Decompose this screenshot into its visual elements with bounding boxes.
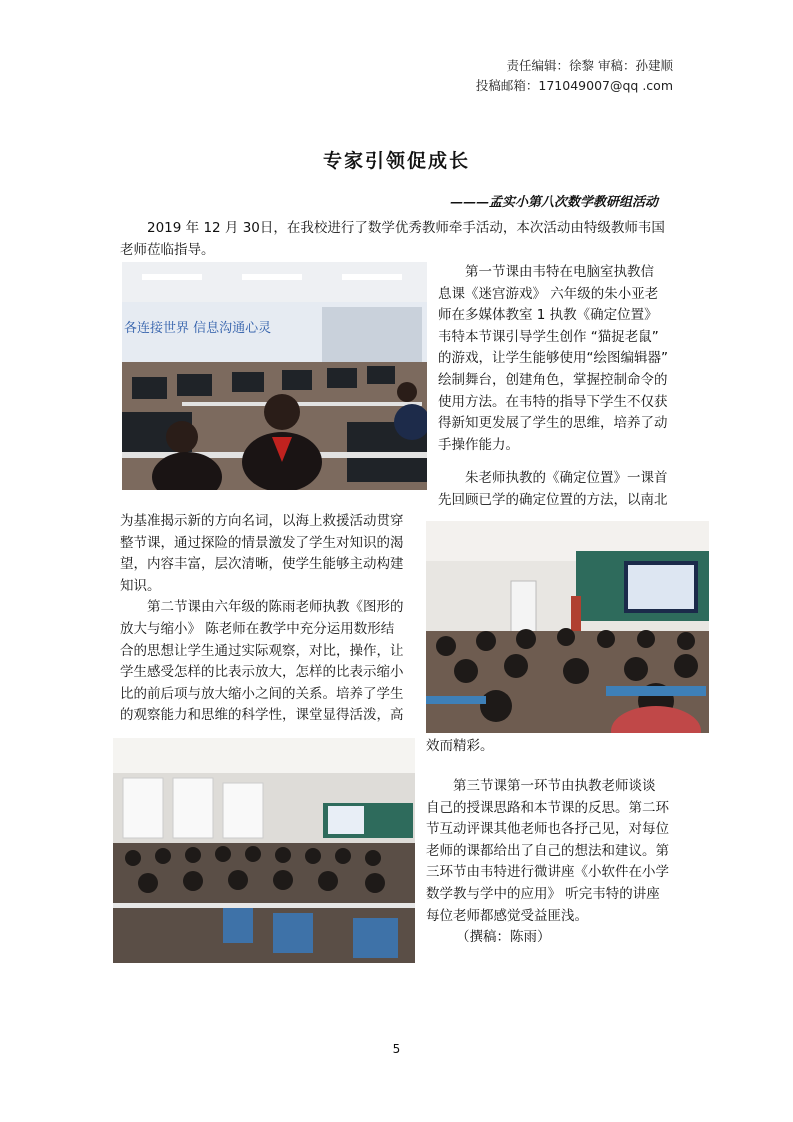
p4-line: 自己的授课思路和本节课的反思。第二环 bbox=[426, 799, 669, 816]
p4-line: 每位老师都感觉受益匪浅。 bbox=[426, 907, 588, 924]
p3-line: 的观察能力和思维的科学性，课堂显得活泼，高 bbox=[120, 707, 404, 724]
multimedia-classroom-photo bbox=[426, 521, 709, 733]
p2-line: 先回顾已学的确定位置的方法，以南北 bbox=[438, 491, 668, 508]
p1-line: 第一节课由韦特在电脑室执教信 bbox=[438, 264, 654, 280]
p1-line: 的游戏，让学生能够使用“绘图编辑器” bbox=[438, 350, 668, 367]
p4-line: 三环节由韦特进行微讲座《小软件在小学 bbox=[426, 864, 669, 881]
p3-line: 学生感受怎样的比表示放大，怎样的比表示缩小 bbox=[120, 664, 404, 681]
submission-email: 投稿邮箱：171049007@qq .com bbox=[475, 78, 673, 93]
p3-end-line: 效而精彩。 bbox=[426, 738, 494, 754]
intro-line-1: 2019 年 12 月 30日，在我校进行了数学优秀教师牵手活动，本次活动由特级教师韦国 bbox=[147, 220, 665, 236]
article-subtitle: ———孟实小第八次数学教研组活动 bbox=[450, 195, 659, 210]
p2-line: 知识。 bbox=[120, 577, 161, 594]
paragraph-third-lesson bbox=[426, 776, 676, 949]
p1-line: 息课《迷宫游戏》 六年级的朱小亚老 bbox=[438, 285, 659, 302]
p1-line: 手操作能力。 bbox=[438, 436, 519, 453]
paragraph-zhu-lesson bbox=[438, 468, 683, 511]
p1-line: 使用方法。在韦特的指导下学生不仅获 bbox=[438, 393, 668, 410]
p3-line: 放大与缩小》 陈老师在教学中充分运用数形结 bbox=[120, 620, 395, 637]
p2-line: 望，内容丰富，层次清晰，使学生能够主动构建 bbox=[120, 556, 404, 573]
p3-line: 合的思想让学生通过实际观察，对比，操作，让 bbox=[120, 642, 404, 659]
author-credit: （撰稿：陈雨） bbox=[456, 929, 551, 946]
p3-line: 第二节课由六年级的陈雨老师执教《图形的 bbox=[120, 599, 404, 616]
intro-line-2: 老师莅临指导。 bbox=[120, 242, 215, 258]
p2-line: 朱老师执教的《确定位置》一课首 bbox=[438, 470, 668, 486]
p1-line: 师在多媒体教室 1 执教《确定位置》 bbox=[438, 307, 658, 324]
p3-line: 比的前后项与放大缩小之间的关系。培养了学生 bbox=[120, 685, 404, 702]
p1-line: 绘制舞台，创建角色，掌握控制命令的 bbox=[438, 371, 668, 388]
paragraph-first-lesson bbox=[438, 262, 683, 456]
banner-text: 各连接世界 信息沟通心灵 bbox=[124, 321, 272, 336]
p2-line: 整节课，通过探险的情景激发了学生对知识的渴 bbox=[120, 534, 404, 551]
p4-line: 节互动评课其他老师也各抒己见，对每位 bbox=[426, 821, 669, 838]
p4-line: 老师的课都给出了自己的想法和建议。第 bbox=[426, 842, 669, 859]
editor-credit: 责任编辑：徐黎 审稿：孙建顺 bbox=[506, 58, 673, 73]
article-title: 专家引领促成长 bbox=[322, 150, 470, 172]
lecture-hall-photo bbox=[113, 738, 415, 963]
paragraph-zhu-lesson-continued bbox=[120, 511, 420, 727]
p4-line: 第三节课第一环节由执教老师谈谈 bbox=[426, 778, 656, 794]
p1-line: 得新知更发展了学生的思维，培养了动 bbox=[438, 415, 668, 432]
computer-room-photo bbox=[122, 262, 427, 490]
p4-line: 数学教与学中的应用》 听完韦特的讲座 bbox=[426, 885, 660, 902]
page-number: 5 bbox=[392, 1042, 401, 1056]
p1-line: 韦特本节课引导学生创作 “猫捉老鼠” bbox=[438, 328, 659, 345]
p2-line: 为基准揭示新的方向名词，以海上救援活动贯穿 bbox=[120, 513, 404, 529]
